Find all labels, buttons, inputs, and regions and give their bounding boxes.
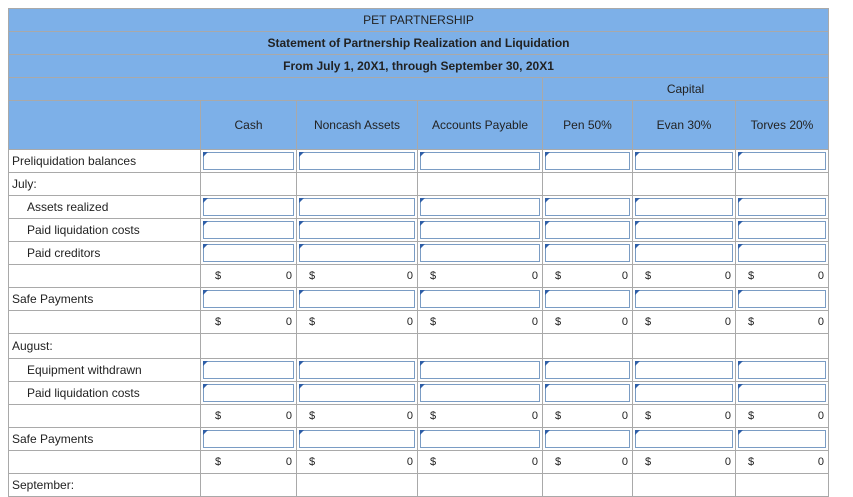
col-evan: Evan 30% — [633, 101, 736, 150]
torves-input[interactable] — [736, 242, 829, 265]
row-assets-realized — [9, 196, 829, 219]
row-label: Preliquidation balances — [9, 150, 201, 173]
currency-symbol: $ — [430, 270, 437, 282]
total-value: 0 — [285, 410, 292, 422]
noncash-input[interactable] — [297, 242, 418, 265]
cash-input[interactable] — [201, 359, 297, 382]
cash-input[interactable] — [201, 196, 297, 219]
company-name: PET PARTNERSHIP — [9, 9, 829, 32]
total-value: 0 — [531, 456, 538, 468]
row-safe-payments-2 — [9, 428, 829, 451]
currency-symbol: $ — [748, 410, 755, 422]
noncash-input[interactable] — [297, 150, 418, 173]
currency-symbol: $ — [645, 270, 652, 282]
col-torves: Torves 20% — [736, 101, 829, 150]
currency-symbol: $ — [309, 316, 316, 328]
statement-period: From July 1, 20X1, through September 30, 20X1 — [9, 55, 829, 78]
evan-input[interactable] — [633, 359, 736, 382]
total-value: 0 — [285, 456, 292, 468]
currency-symbol: $ — [309, 456, 316, 468]
currency-symbol: $ — [215, 456, 222, 468]
currency-symbol: $ — [555, 456, 562, 468]
ap-input[interactable] — [418, 196, 543, 219]
noncash-input[interactable] — [297, 428, 418, 451]
row-september — [9, 474, 829, 497]
total-value: 0 — [285, 316, 292, 328]
row-total — [9, 311, 829, 334]
total-value: 0 — [817, 410, 824, 422]
total-value: 0 — [724, 456, 731, 468]
pen-input[interactable] — [543, 150, 633, 173]
col-pen: Pen 50% — [543, 101, 633, 150]
total-value: 0 — [285, 270, 292, 282]
row-paid-creditors — [9, 242, 829, 265]
pen-input[interactable] — [543, 359, 633, 382]
currency-symbol: $ — [748, 270, 755, 282]
total-value: 0 — [531, 316, 538, 328]
row-total — [9, 451, 829, 474]
row-paid-liquidation-costs-2 — [9, 382, 829, 405]
row-total — [9, 405, 829, 428]
total-value: 0 — [406, 410, 413, 422]
row-label: Safe Payments — [9, 428, 201, 451]
label-column-header — [9, 101, 201, 150]
row-total — [9, 265, 829, 288]
row-prelim — [9, 150, 829, 173]
ap-input[interactable] — [418, 242, 543, 265]
noncash-input[interactable] — [297, 382, 418, 405]
row-label: Paid creditors — [9, 242, 201, 265]
total-value: 0 — [724, 316, 731, 328]
ap-input[interactable] — [418, 150, 543, 173]
row-label: Safe Payments — [9, 288, 201, 311]
currency-symbol: $ — [555, 410, 562, 422]
currency-symbol: $ — [215, 410, 222, 422]
currency-symbol: $ — [645, 410, 652, 422]
total-value: 0 — [621, 410, 628, 422]
row-label: Equipment withdrawn — [9, 359, 201, 382]
total-value: 0 — [817, 316, 824, 328]
currency-symbol: $ — [309, 410, 316, 422]
row-label: August: — [9, 334, 201, 359]
currency-symbol: $ — [555, 270, 562, 282]
total-value: 0 — [531, 270, 538, 282]
total-value: 0 — [621, 316, 628, 328]
total-value: 0 — [724, 270, 731, 282]
capital-group-header: Capital — [543, 78, 829, 101]
ap-input[interactable] — [418, 219, 543, 242]
total-value: 0 — [406, 316, 413, 328]
total-value: 0 — [621, 456, 628, 468]
pen-input[interactable] — [543, 219, 633, 242]
torves-input[interactable] — [736, 359, 829, 382]
pen-input[interactable] — [543, 382, 633, 405]
statement-title: Statement of Partnership Realization and Liquidation — [9, 32, 829, 55]
cash-input[interactable] — [201, 242, 297, 265]
evan-input[interactable] — [633, 150, 736, 173]
pen-input[interactable] — [543, 242, 633, 265]
pen-input[interactable] — [543, 196, 633, 219]
currency-symbol: $ — [430, 410, 437, 422]
total-value: 0 — [406, 456, 413, 468]
evan-input[interactable] — [633, 196, 736, 219]
header-spacer — [9, 78, 543, 101]
cash-input[interactable] — [201, 219, 297, 242]
row-label: Paid liquidation costs — [9, 382, 201, 405]
total-value: 0 — [724, 410, 731, 422]
torves-input[interactable] — [736, 428, 829, 451]
cash-input[interactable] — [201, 150, 297, 173]
row-label: Paid liquidation costs — [9, 219, 201, 242]
total-value: 0 — [817, 456, 824, 468]
row-label: July: — [9, 173, 201, 196]
evan-input[interactable] — [633, 428, 736, 451]
ap-input[interactable] — [418, 382, 543, 405]
row-august — [9, 334, 829, 359]
row-label: Assets realized — [9, 196, 201, 219]
torves-input[interactable] — [736, 196, 829, 219]
currency-symbol: $ — [748, 456, 755, 468]
currency-symbol: $ — [215, 316, 222, 328]
row-paid-liquidation-costs — [9, 219, 829, 242]
torves-input[interactable] — [736, 382, 829, 405]
currency-symbol: $ — [748, 316, 755, 328]
pen-input[interactable] — [543, 288, 633, 311]
evan-input[interactable] — [633, 219, 736, 242]
row-label: September: — [9, 474, 201, 497]
ap-input[interactable] — [418, 288, 543, 311]
torves-input[interactable] — [736, 288, 829, 311]
currency-symbol: $ — [555, 316, 562, 328]
evan-input[interactable] — [633, 382, 736, 405]
noncash-input[interactable] — [297, 196, 418, 219]
total-value: 0 — [817, 270, 824, 282]
col-accounts-payable: Accounts Payable — [418, 101, 543, 150]
cash-input[interactable] — [201, 428, 297, 451]
currency-symbol: $ — [430, 316, 437, 328]
noncash-input[interactable] — [297, 359, 418, 382]
total-value: 0 — [621, 270, 628, 282]
currency-symbol: $ — [430, 456, 437, 468]
currency-symbol: $ — [645, 456, 652, 468]
cash-input[interactable] — [201, 288, 297, 311]
ap-input[interactable] — [418, 359, 543, 382]
col-noncash-assets: Noncash Assets — [297, 101, 418, 150]
noncash-input[interactable] — [297, 288, 418, 311]
ap-input[interactable] — [418, 428, 543, 451]
col-cash: Cash — [201, 101, 297, 150]
row-july — [9, 173, 829, 196]
currency-symbol: $ — [645, 316, 652, 328]
torves-input[interactable] — [736, 150, 829, 173]
currency-symbol: $ — [309, 270, 316, 282]
evan-input[interactable] — [633, 288, 736, 311]
noncash-input[interactable] — [297, 219, 418, 242]
row-safe-payments-1 — [9, 288, 829, 311]
pen-input[interactable] — [543, 428, 633, 451]
row-equipment-withdrawn — [9, 359, 829, 382]
cash-input[interactable] — [201, 382, 297, 405]
total-value: 0 — [406, 270, 413, 282]
currency-symbol: $ — [215, 270, 222, 282]
total-value: 0 — [531, 410, 538, 422]
evan-input[interactable] — [633, 242, 736, 265]
liquidation-statement-table — [8, 8, 829, 497]
torves-input[interactable] — [736, 219, 829, 242]
